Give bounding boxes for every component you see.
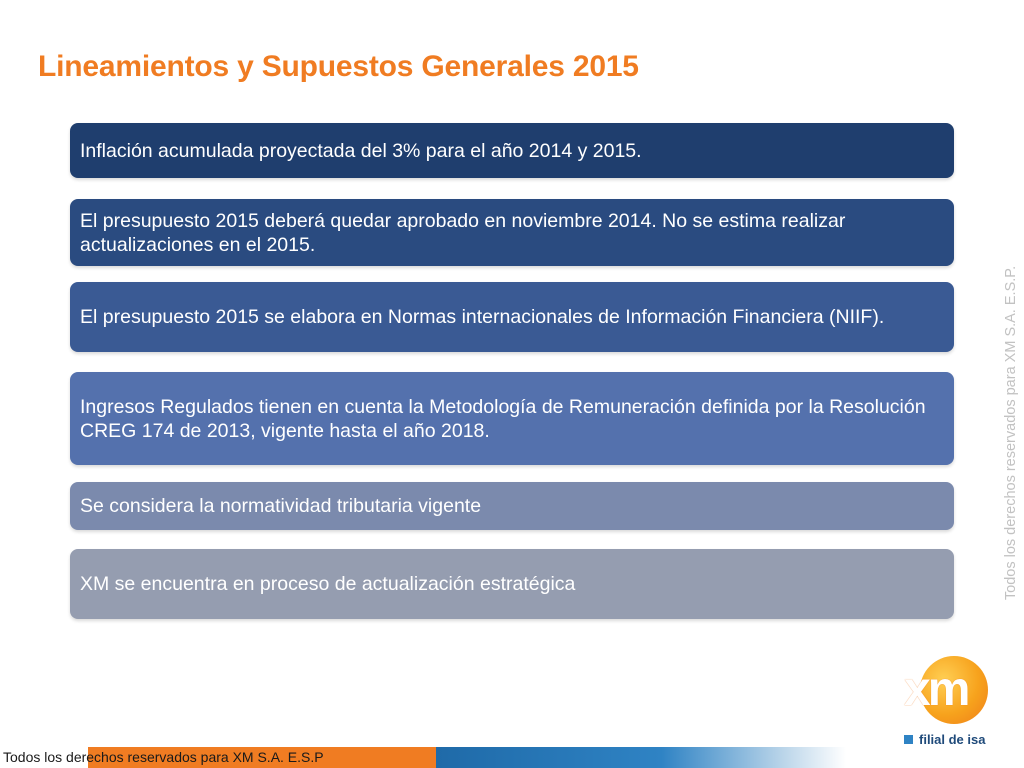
guideline-text-5: Se considera la normatividad tributaria vigente <box>80 495 482 517</box>
guideline-text-2: El presupuesto 2015 deberá quedar aprobado en noviembre 2014. No se estima realizar actualizaciones en el 2015. <box>80 209 846 256</box>
guideline-text-6: XM se encuentra en proceso de actualización estratégica <box>80 573 576 595</box>
slide-title: Lineamientos y Supuestos Generales 2015 <box>38 50 639 83</box>
guideline-text-4: Ingresos Regulados tienen en cuenta la Metodología de Remuneración definida por la Resolución CREG 174 de 2013, vigente hasta el año 2018. <box>80 395 926 442</box>
guideline-box-2 <box>70 199 954 266</box>
guideline-text-1: Inflación acumulada proyectada del 3% para el año 2014 y 2015. <box>80 139 642 162</box>
logo-subtitle-text: filial de isa <box>919 732 986 747</box>
guideline-box-3 <box>70 282 954 352</box>
guideline-box-4 <box>70 372 954 465</box>
square-icon <box>904 735 913 744</box>
side-copyright: Todos los derechos reservados para XM S.A. E.S.P. <box>1003 265 1019 601</box>
footer-copyright: Todos los derechos reservados para XM S.A. E.S.P <box>3 749 324 765</box>
guideline-box-1 <box>70 123 954 178</box>
logo-subtitle <box>904 732 985 747</box>
guideline-text-3: El presupuesto 2015 se elabora en Normas internacionales de Información Financiera (NIIF). <box>80 306 885 328</box>
guideline-box-5 <box>70 482 954 530</box>
guideline-box-6 <box>70 549 954 619</box>
xm-logo <box>900 654 1000 749</box>
footer-segment-blue <box>436 747 846 768</box>
logo-mark: xm <box>904 663 968 716</box>
